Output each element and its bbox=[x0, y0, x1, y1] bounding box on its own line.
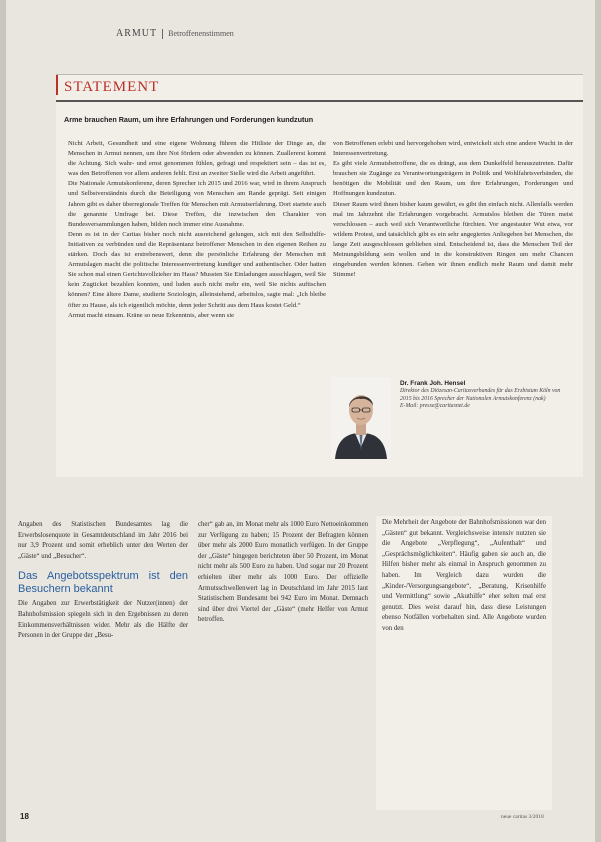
statement-box bbox=[56, 74, 583, 477]
section-label: ARMUT bbox=[116, 28, 158, 39]
paragraph: Nicht Arbeit, Gesundheit und eine eigene Wohnung führen die Hitliste der Dinge an, die Menschen in Armut nennen, um ihre Not fördern oder abwenden zu können. Zuallererst kommt die Achtung. Sich wahr- und ernst genommen fühlen, gefragt und respektiert sein – das ist es, was den Betroffenen vor allem anderen fehlt. Erst an zweiter Stelle wird die Arbeit angeführt. bbox=[68, 140, 326, 178]
paragraph: cher“ gab an, im Monat mehr als 1000 Euro Nettoeinkommen zur Verfügung zu haben; 15 Prozent der Befragten können über mehr als 2000 Euro monatlich verfügen. In der Gruppe der „Gäste“ hingegen berichteten über 50 Prozent, im Monat nicht mehr als 500 Euro zu haben. Und sogar nur 20 Prozent erhielten über mehr als 1000 Euro. Der offizielle Armutsschwellenwert lag in Deutschland im Jahr 2015 laut Statistischem Bundesamt bei 942 Euro im Monat. Demnach sind über drei Viertel der „Gäste“ (mehr Helfer von Armut betroffen. bbox=[198, 521, 368, 624]
paragraph: Die Angaben zur Erwerbstätigkeit der Nutzer(innen) der Bahnhofsmission spiegeln sich in den Ergebnissen zu deren Einkommensverhältnissen wider. Mehr als die Hälfte der Personen in der Gruppe der „Besu- bbox=[18, 600, 188, 640]
author-signature bbox=[400, 380, 570, 411]
section-subheading: Das Angebotsspektrum ist den Besuchern bekannt bbox=[18, 570, 188, 595]
author-name: Dr. Frank Joh. Hensel bbox=[400, 380, 466, 387]
accent-bar bbox=[56, 75, 58, 95]
journal-footer: neue caritas 3/2018 bbox=[501, 814, 544, 820]
author-portrait bbox=[331, 377, 391, 459]
paragraph: Es gibt viele Armutsbetroffene, die es drängt, aus dem Dunkelfeld herauszutreten. Dafür brauchen sie Zugänge zu Verantwortungsträgern in Politik und Wohlfahrtsverbänden, die benötigen die Mobilität und den Raum, um ihre Erfahrungen, Forderungen und Hoffnungen kundzutun. bbox=[333, 160, 573, 198]
page bbox=[6, 0, 595, 842]
article-column-1 bbox=[18, 520, 188, 642]
article-column-2 bbox=[198, 520, 368, 626]
author-email: E-Mail: presse@caritasnet.de bbox=[400, 403, 470, 410]
paragraph: Angaben des Statistischen Bundesamtes lag die Erwerbslosenquote in Gesamtdeutschland im Jahr 2016 bei nur 3,9 Prozent und somit erheblich unter den Werten der „Gäste“ und „Besucher“. bbox=[18, 521, 188, 560]
statement-column-2 bbox=[333, 139, 573, 280]
statement-lead: Arme brauchen Raum, um ihre Erfahrungen und Forderungen kundzutun bbox=[64, 115, 314, 124]
paragraph: Die Nationale Armutskonferenz, deren Sprecher ich 2015 und 2016 war, wird in ihrem Anspruch und Selbstverständnis durch die Beteiligung von Menschen am Rande geprägt. Seit einigen Jahren gibt es daher überregionale Treffen für Menschen mit Armutserfahrung. Dort startete auch die genannte Umfrage bei. Diese Treffen, die inzwischen den Charakter von Bundesversammlungen haben, bilden noch immer eine Ausnahme. bbox=[68, 180, 326, 228]
paragraph: Dieser Raum wird ihnen bisher kaum gewährt, es gibt ihn einfach nicht. Allenfalls werden mal im Jahrzehnt die Erfahrungen vorgebracht. Armutslos bleiben die Türen meist verschlossen – auch weil sich Verantwortliche fürchten. Vor angestauter Wut etwa, vor wildem Protest, und tatsächlich gibt es ein sehr angegiertes Anliegeben bei Menschen, die lange Zeit ausgeschlossen geblieben sind. Entscheidend ist, dass die Menschen Teil der Meinungsbildung sein wollen und in die konstruktiven Ringen um mehr Chancen eingebunden werden können. Geben wir ihnen endlich mehr Raum und damit mehr Stimme! bbox=[333, 200, 573, 279]
page-number: 18 bbox=[20, 812, 29, 821]
author-role: Direktor des Diözesan-Caritasverbandes für das Erzbistum Köln von 2015 bis 2016 Sprecher der Nationalen Armutskonferenz (nak) bbox=[400, 387, 561, 402]
section-subtitle: Betroffenenstimmen bbox=[168, 29, 234, 38]
paragraph: Denn es ist in der Caritas bisher noch nicht ausreichend gelungen, sich mit den Selbsthilfe-Initiativen zu verbünden und die Repräsentanz betroffener Menschen in den eigenen Reihen zu stärken. Doch das ist erstrebenswert, denn die persönliche Erfahrung der Menschen mit Armutslagen macht die politische Interessenvertretung kundiger und authentischer. Oder hatten Sie schon mal einen Gerichtsvollzieher im Haus? Mussten Sie Einladungen ausschlagen, weil Sie kein Zugticket bezahlen konnten, und luden auch nicht mehr ein, weil Sie nichts auftischen können? Eine ältere Dame, studierte Soziologin, alleinstehend, arbeitslos, sagte mal: „Ich bleibe öfter zu Hause, als ich eigentlich möchte, denn jeder Schritt aus dem Haus kostet Geld.“ bbox=[68, 230, 326, 309]
article-column-3 bbox=[376, 516, 552, 810]
paragraph: von Betroffenen erlebt und hervorgehoben wird, entwickelt sich eine andere Wucht in der Interessenvertretung. bbox=[333, 140, 573, 158]
paragraph: Armut macht einsam. Kräne so neue Erkenntnis, aber wenn sie bbox=[68, 311, 235, 319]
statement-column-1 bbox=[68, 139, 326, 321]
running-header bbox=[116, 28, 234, 39]
statement-title: STATEMENT bbox=[64, 79, 160, 95]
paragraph: Die Mehrheit der Angebote der Bahnhofsmissionen war den „Gästen“ gut bekannt. Vergleichsweise intensiv nutzten sie die Angebote „Verpflegung“, „Aufenthalt“ und „Gesprächsmöglichkeiten“. Häufig gaben sie auch an, die Hilfen bisher mehr als einmal in Anspruch genommen zu haben. Im Vergleich dazu wurden die „Kinder-/Versorgungsangebote“, „Beratung, Krisenhilfe und Vermittlung“ sowie „Akuthilfe“ eher selten mal erst genutzt. Dies weist darauf hin, dass diese Leistungen ebenso Notfällen vorbehalten sind. Alle Angebote wurden von den bbox=[382, 519, 546, 632]
divider bbox=[56, 100, 583, 102]
